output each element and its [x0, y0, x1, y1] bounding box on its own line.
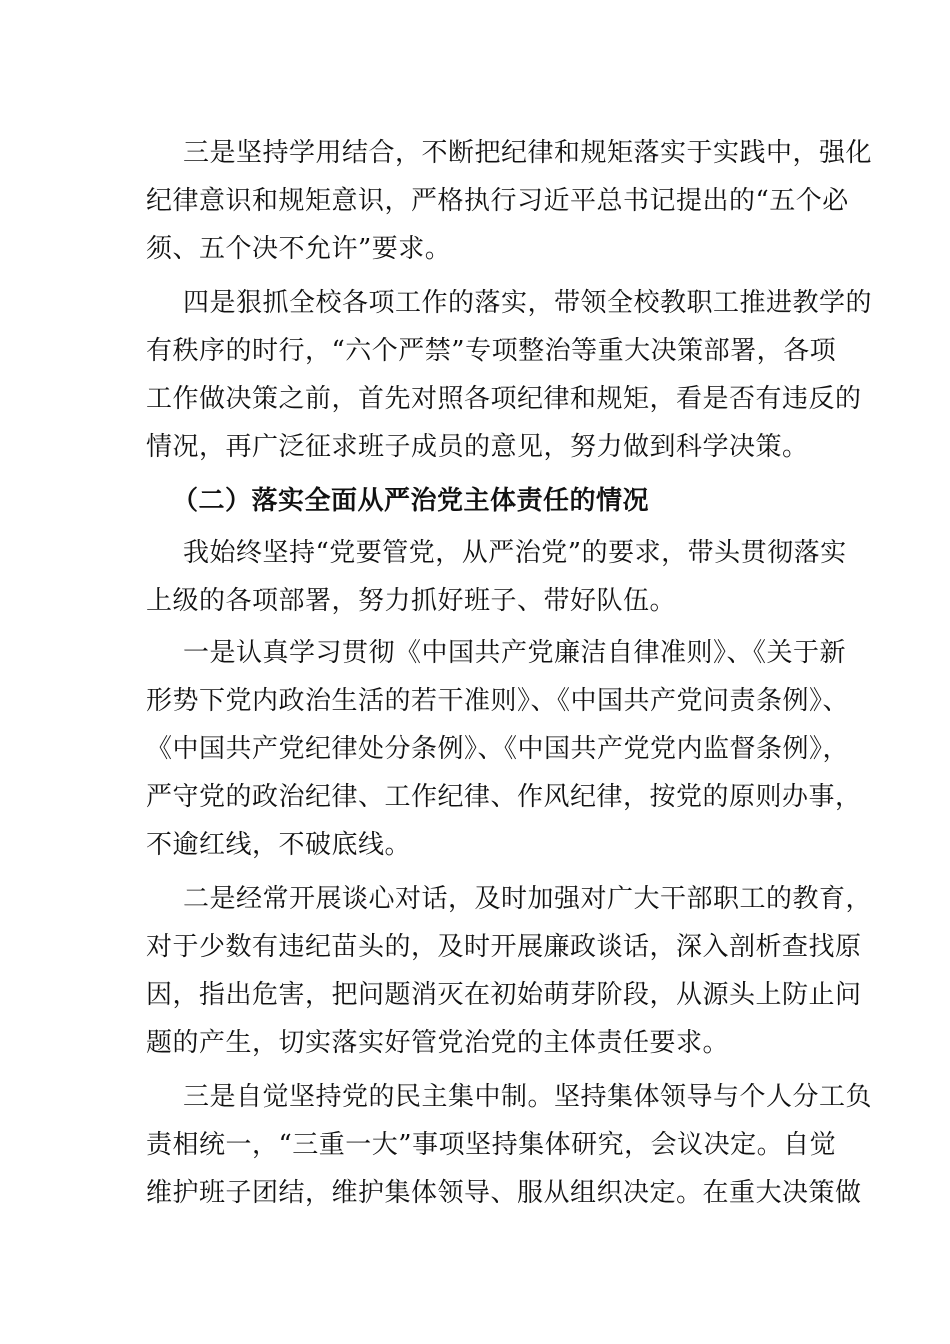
- paragraph-line: 严守党的政治纪律、工作纪律、作风纪律，按党的原则办事，: [146, 782, 862, 812]
- paragraph-line: 《中国共产党纪律处分条例》、《中国共产党党内监督条例》，: [146, 734, 850, 764]
- paragraph-line: 三是坚持学用结合，不断把纪律和规矩落实于实践中，强化: [183, 138, 873, 168]
- paragraph-line: 对于少数有违纪苗头的，及时开展廉政谈话，深入剖析查找原: [146, 932, 862, 962]
- paragraph-line: 工作做决策之前，首先对照各项纪律和规矩，看是否有违反的: [146, 384, 862, 414]
- paragraph-line: 责相统一，“三重一大”事项坚持集体研究，会议决定。自觉: [146, 1130, 837, 1160]
- paragraph-line: 须、五个决不允许”要求。: [146, 234, 452, 264]
- paragraph-line: 不逾红线，不破底线。: [146, 830, 412, 860]
- paragraph-line: 一是认真学习贯彻《中国共产党廉洁自律准则》、《关于新: [183, 638, 847, 668]
- paragraph-line: 三是自觉坚持党的民主集中制。坚持集体领导与个人分工负: [183, 1082, 873, 1112]
- paragraph-line: 维护班子团结，维护集体领导、服从组织决定。在重大决策做: [146, 1178, 862, 1208]
- paragraph-line: 有秩序的时行，“六个严禁”专项整治等重大决策部署，各项: [146, 336, 837, 366]
- paragraph-line: 因，指出危害，把问题消灭在初始萌芽阶段，从源头上防止问: [146, 980, 862, 1010]
- paragraph-line: 我始终坚持“党要管党，从严治党”的要求，带头贯彻落实: [183, 538, 847, 568]
- section-heading: （二）落实全面从严治党主体责任的情况: [172, 486, 650, 516]
- paragraph-line: 纪律意识和规矩意识，严格执行习近平总书记提出的“五个必: [146, 186, 849, 216]
- paragraph-line: 四是狠抓全校各项工作的落实，带领全校教职工推进教学的: [183, 288, 873, 318]
- paragraph-line: 题的产生，切实落实好管党治党的主体责任要求。: [146, 1028, 730, 1058]
- paragraph-line: 形势下党内政治生活的若干准则》、《中国共产党问责条例》、: [146, 686, 850, 716]
- paragraph-line: 情况，再广泛征求班子成员的意见，努力做到科学决策。: [146, 432, 809, 462]
- paragraph-line: 上级的各项部署，努力抓好班子、带好队伍。: [146, 586, 677, 616]
- paragraph-line: 二是经常开展谈心对话，及时加强对广大干部职工的教育，: [183, 884, 873, 914]
